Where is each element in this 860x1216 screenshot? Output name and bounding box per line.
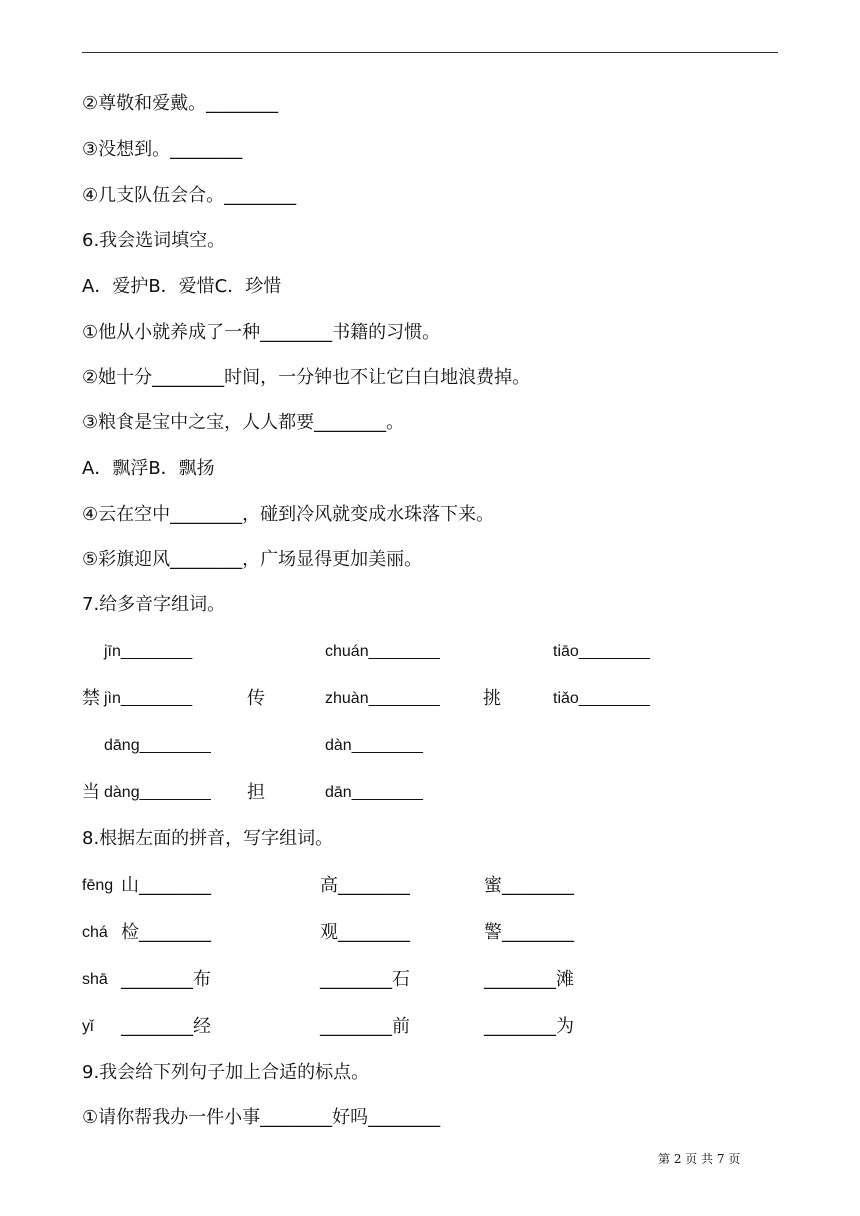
q7-r3-dan: dàn________ [325,737,423,754]
q6-line-3: ③粮食是宝中之宝，人人都要________。 [82,412,405,433]
q6-options-2: A．飘浮B．飘扬 [82,458,215,479]
q8-r3-b: ________石 [320,969,410,990]
q7-r1-chuan: chuán________ [325,643,440,660]
q7-char-dang: 当 [82,782,100,803]
q8-r2-pinyin: chá [82,924,108,941]
q8-r3-c: ________滩 [484,969,574,990]
q7-char-dan: 担 [247,782,265,803]
q8-r1-b: 高________ [320,875,410,896]
q7-r1-jin: jīn________ [104,643,193,660]
q8-title: 8.根据左面的拼音，写字组词。 [82,828,334,849]
q7-r3-dang: dāng________ [104,737,211,754]
q6-line-2: ②她十分________时间，一分钟也不让它白白地浪费掉。 [82,367,531,388]
q7-r4-dan: dān________ [325,784,423,801]
q7-title: 7.给多音字组词。 [82,594,226,615]
header-rule [82,52,778,53]
q6-options-1: A．爱护B．爱惜C．珍惜 [82,276,282,297]
q6-line-1: ①他从小就养成了一种________书籍的习惯。 [82,322,441,343]
q8-r1-a: 山________ [121,875,211,896]
q8-r4-b: ________前 [320,1016,410,1037]
q8-r3-pinyin: shā [82,971,108,988]
q8-r2-c: 警________ [484,922,574,943]
q8-r4-c: ________为 [484,1016,574,1037]
q7-r4-dang: dàng________ [104,784,211,801]
q8-r4-a: ________经 [121,1016,211,1037]
q5-item-3: ③没想到。________ [82,139,243,160]
q9-line-1: ①请你帮我办一件小事________好吗________ [82,1107,441,1128]
q8-r3-a: ________布 [121,969,211,990]
q8-r1-c: 蜜________ [484,875,574,896]
q7-r1-tiao: tiāo________ [553,643,650,660]
q8-r2-a: 检________ [121,922,211,943]
q9-title: 9.我会给下列句子加上合适的标点。 [82,1062,370,1083]
q7-r2-jin: jìn________ [104,690,193,707]
q6-line-5: ⑤彩旗迎风________，广场显得更加美丽。 [82,549,423,570]
q7-char-tiao: 挑 [483,688,501,709]
q7-r2-tiao: tiǎo________ [553,690,650,707]
q7-char-chuan: 传 [247,688,265,709]
q8-r1-pinyin: fēng [82,877,114,894]
q8-r2-b: 观________ [320,922,410,943]
q6-line-4: ④云在空中________，碰到冷风就变成水珠落下来。 [82,504,495,525]
q6-title: 6.我会选词填空。 [82,230,226,251]
q7-r2-zhuan: zhuàn________ [325,690,440,707]
q5-item-4: ④几支队伍会合。________ [82,185,297,206]
q8-r4-pinyin: yǐ [82,1018,94,1035]
q5-item-2: ②尊敬和爱戴。________ [82,93,279,114]
q7-char-jin: 禁 [82,688,100,709]
page-footer: 第 2 页 共 7 页 [658,1152,741,1166]
